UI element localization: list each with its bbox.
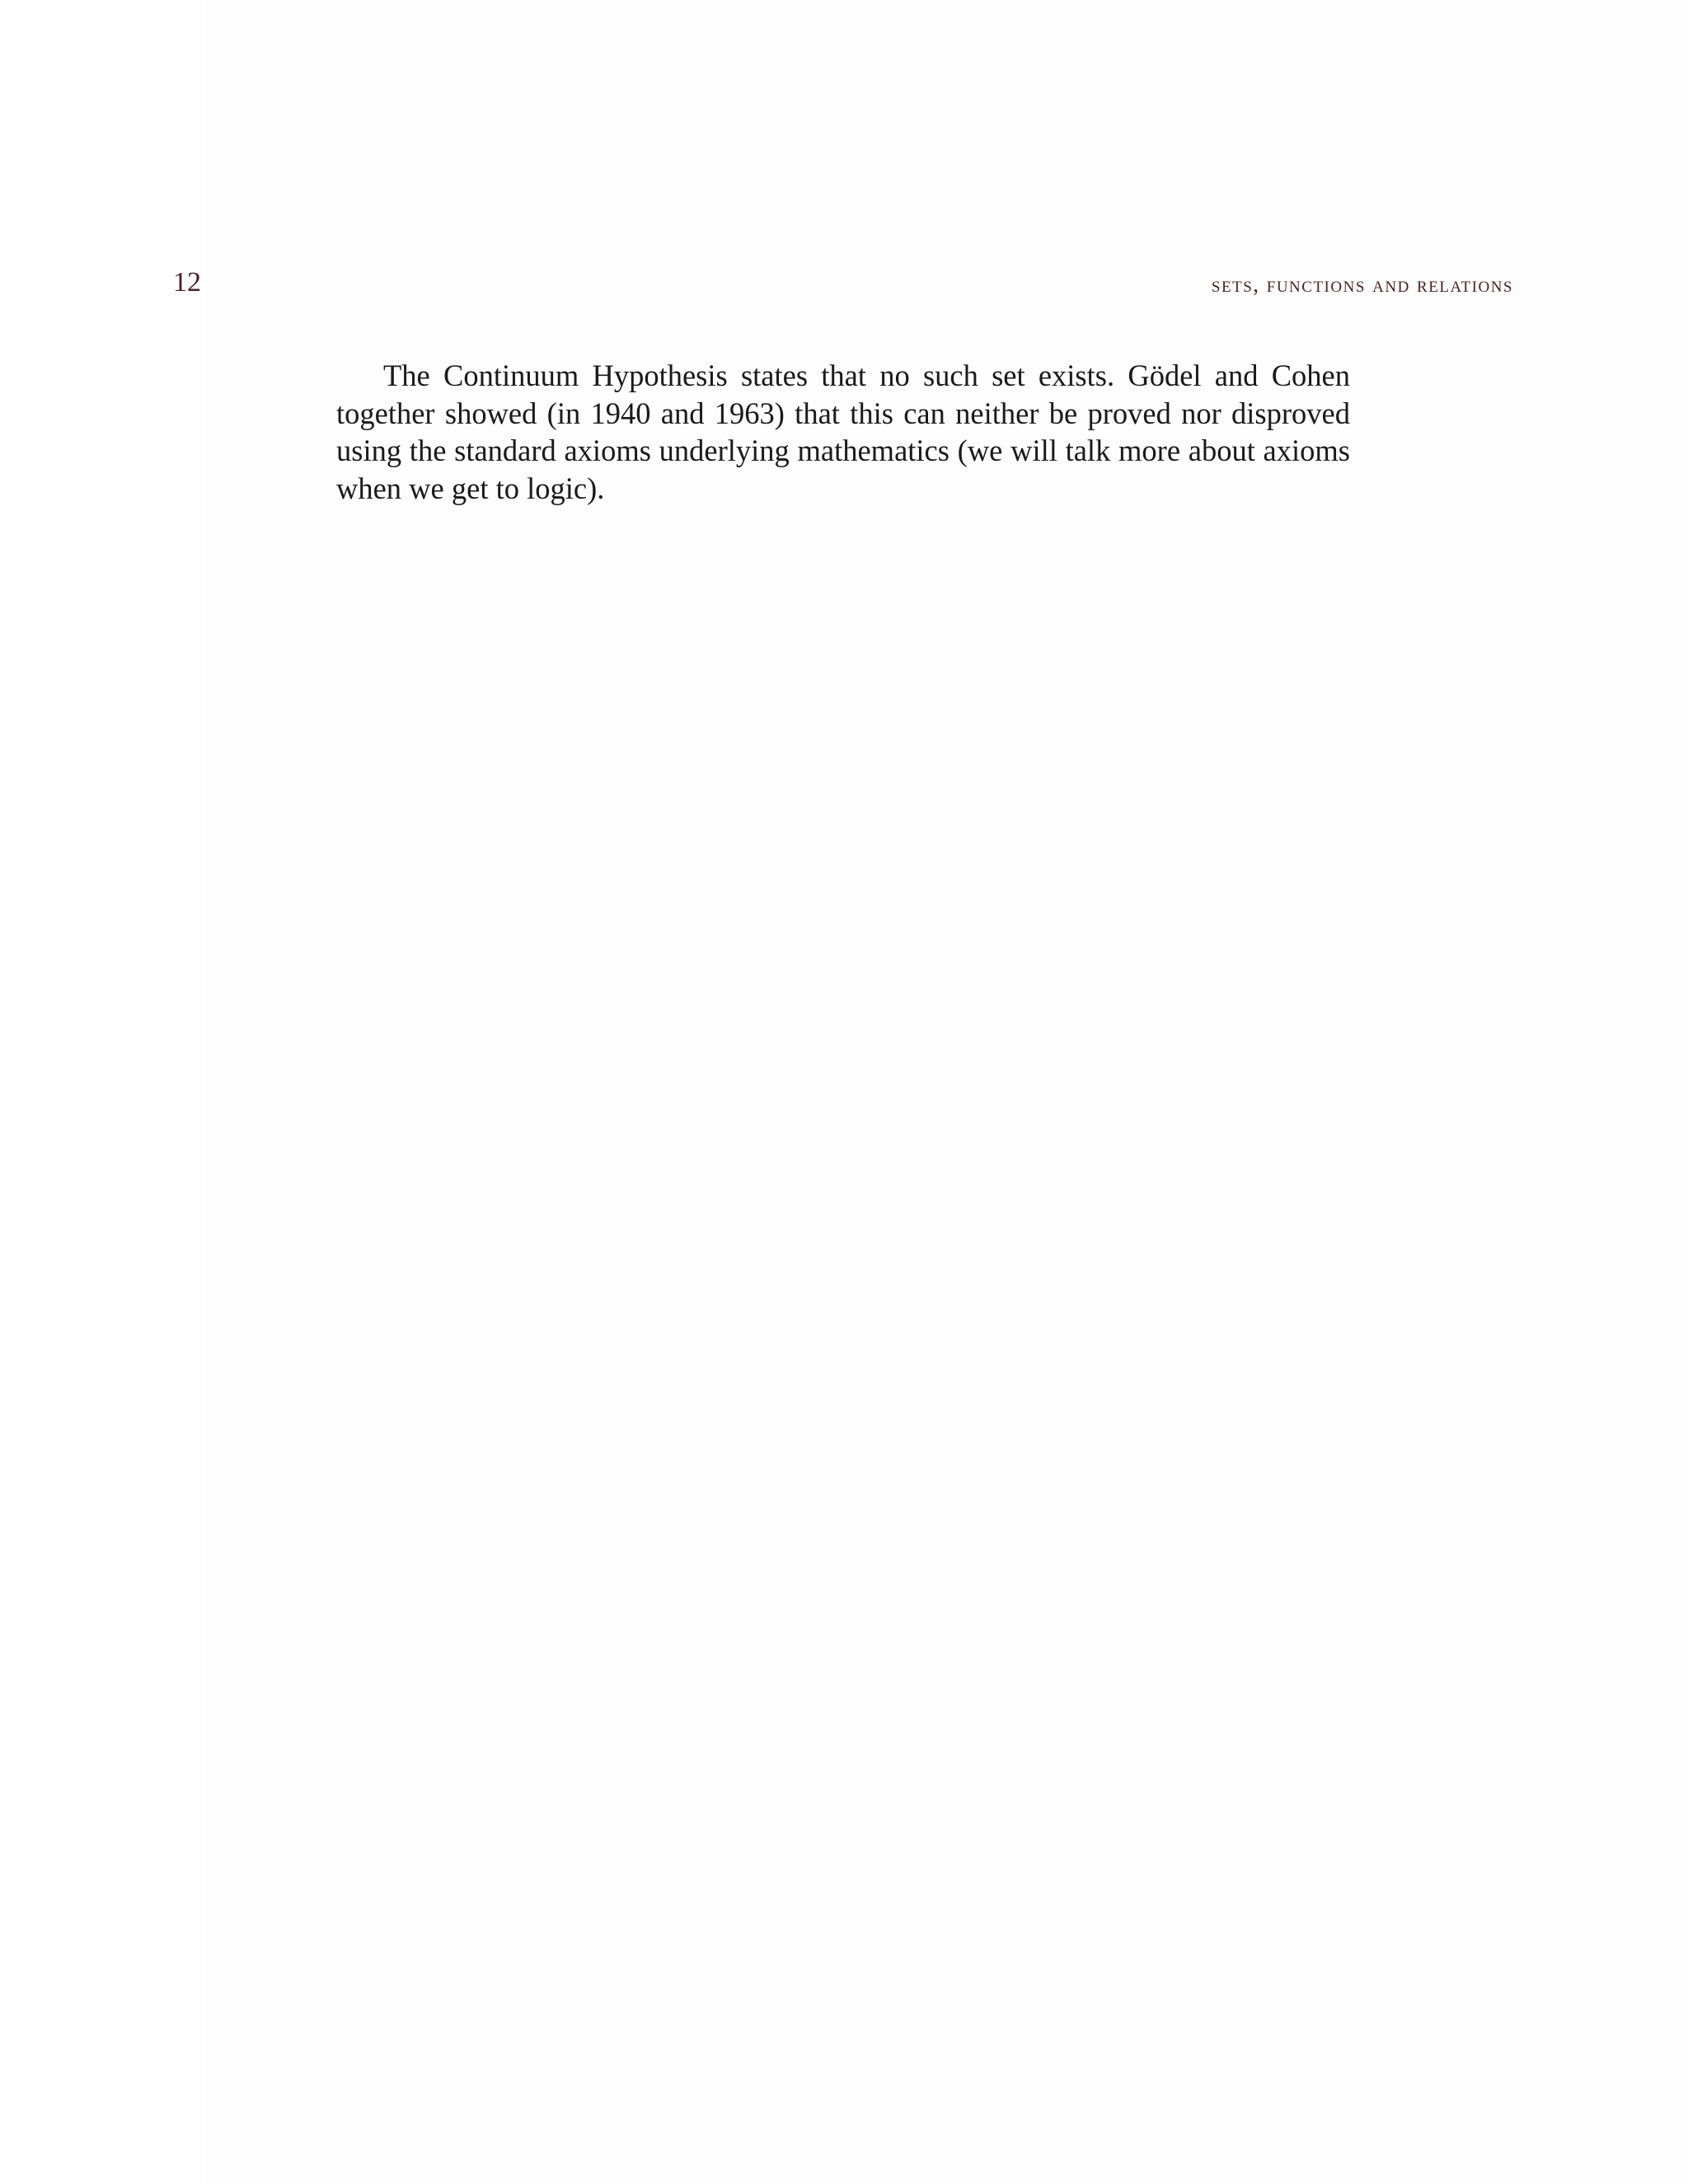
running-header: [0, 262, 1688, 303]
body-paragraph: The Continuum Hypothesis states that no such set exists. Gödel and Cohen together showed (in 1940 and 1963) that this can neither be proved nor disproved using the standard axioms underlying mathematics (we will talk more about axioms when we get to logic).: [336, 359, 1350, 505]
page-background: [206, 0, 1688, 2184]
chapter-title: sets, functions and relations: [1211, 272, 1513, 297]
page-number: 12: [173, 267, 201, 298]
